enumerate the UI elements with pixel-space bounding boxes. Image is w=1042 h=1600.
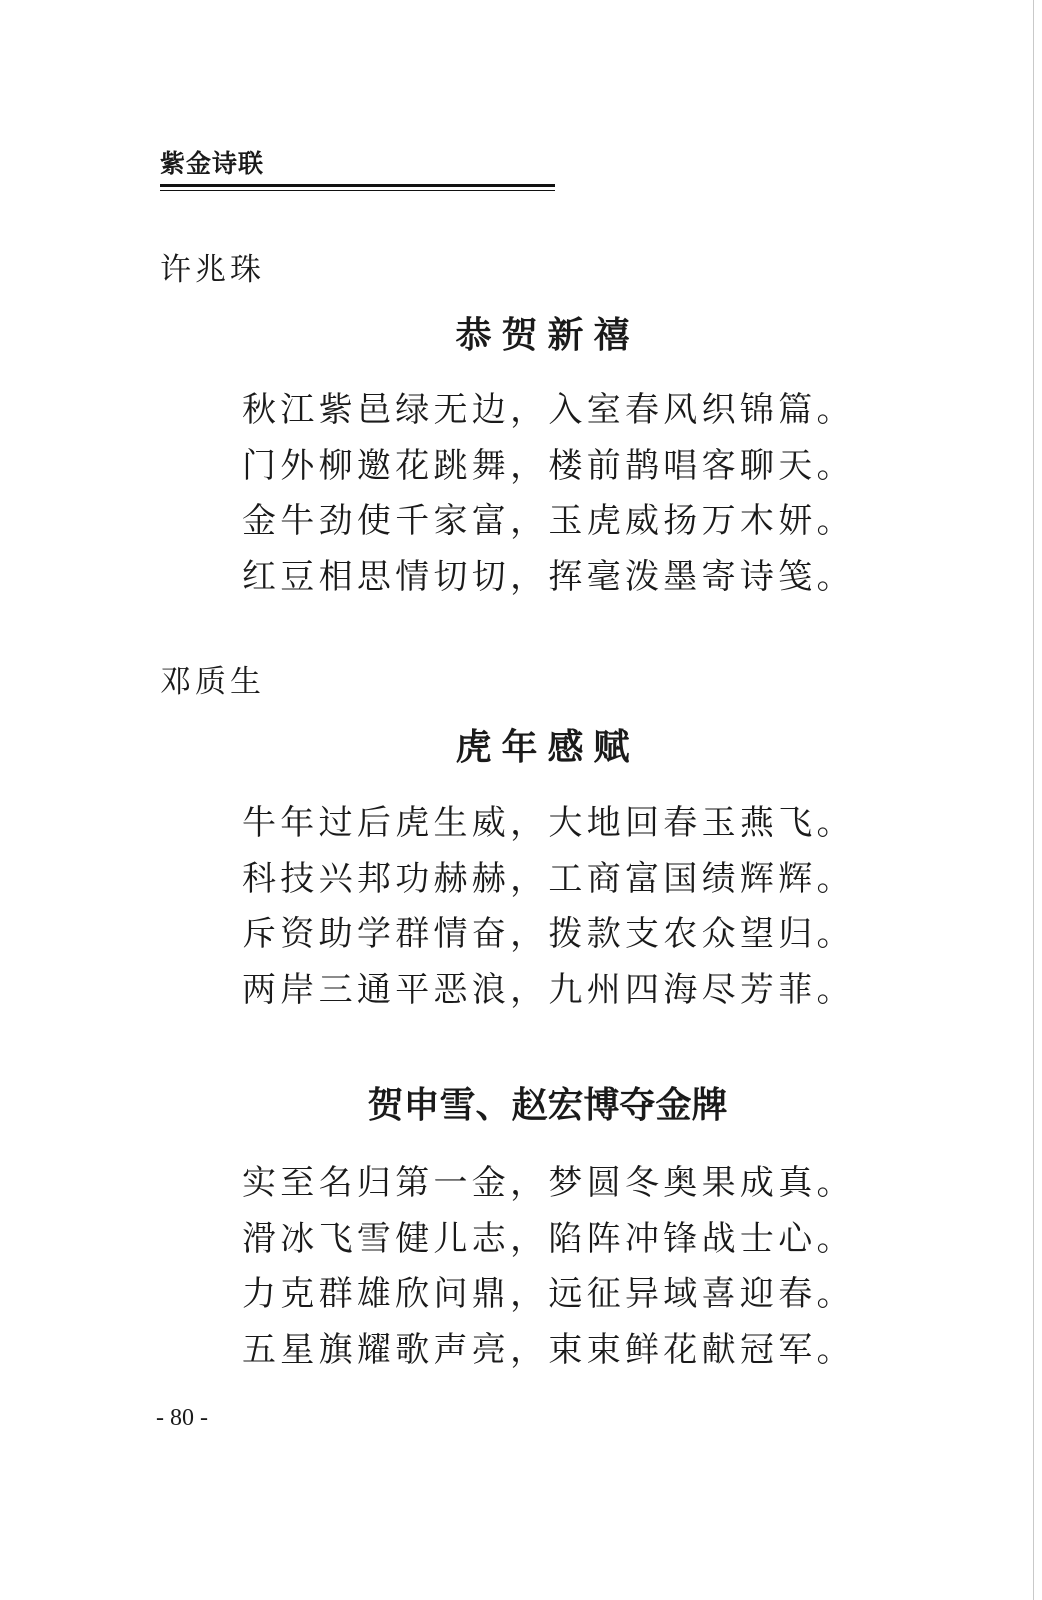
poem-line: 红豆相思情切切，挥毫泼墨寄诗笺。	[242, 556, 855, 597]
poem-line: 实至名归第一金，梦圆冬奥果成真。	[242, 1163, 855, 1203]
poem-line: 牛年过后虎生威，大地回春玉燕飞。	[242, 803, 855, 843]
poem-line: 门外柳邀花跳舞，楼前鹊唱客聊天。	[242, 445, 855, 486]
poem-body	[242, 796, 855, 1018]
poem-title: 恭贺新禧	[455, 314, 640, 356]
poem-body	[242, 1156, 855, 1378]
poem-line: 力克群雄欣问鼎，远征异域喜迎春。	[242, 1274, 855, 1314]
poem-line: 秋江紫邑绿无边，入室春风织锦篇。	[242, 390, 855, 430]
poem-title: 虎年感赋	[455, 726, 640, 768]
author-name: 许兆珠	[160, 252, 265, 288]
poem-title: 贺申雪、赵宏博夺金牌	[367, 1084, 728, 1126]
poem-line: 斥资助学群情奋，拨款支农众望归。	[242, 914, 855, 954]
poem-line: 科技兴邦功赫赫，工商富国绩辉辉。	[242, 858, 855, 899]
book-title: 紫金诗联	[160, 149, 265, 178]
poem-line: 两岸三通平恶浪，九州四海尽芳菲。	[242, 969, 855, 1010]
poem-line: 五星旗耀歌声亮，束束鲜花献冠军。	[242, 1329, 855, 1370]
header-double-rule	[160, 184, 555, 191]
poem-body	[242, 383, 855, 605]
running-header	[160, 148, 555, 191]
page-edge-line	[1033, 0, 1034, 1600]
page-number: - 80 -	[156, 1405, 208, 1431]
poem-line: 金牛劲使千家富，玉虎威扬万木妍。	[242, 501, 855, 541]
poem-line: 滑冰飞雪健儿志，陷阵冲锋战士心。	[242, 1218, 855, 1259]
author-name: 邓质生	[160, 664, 265, 700]
